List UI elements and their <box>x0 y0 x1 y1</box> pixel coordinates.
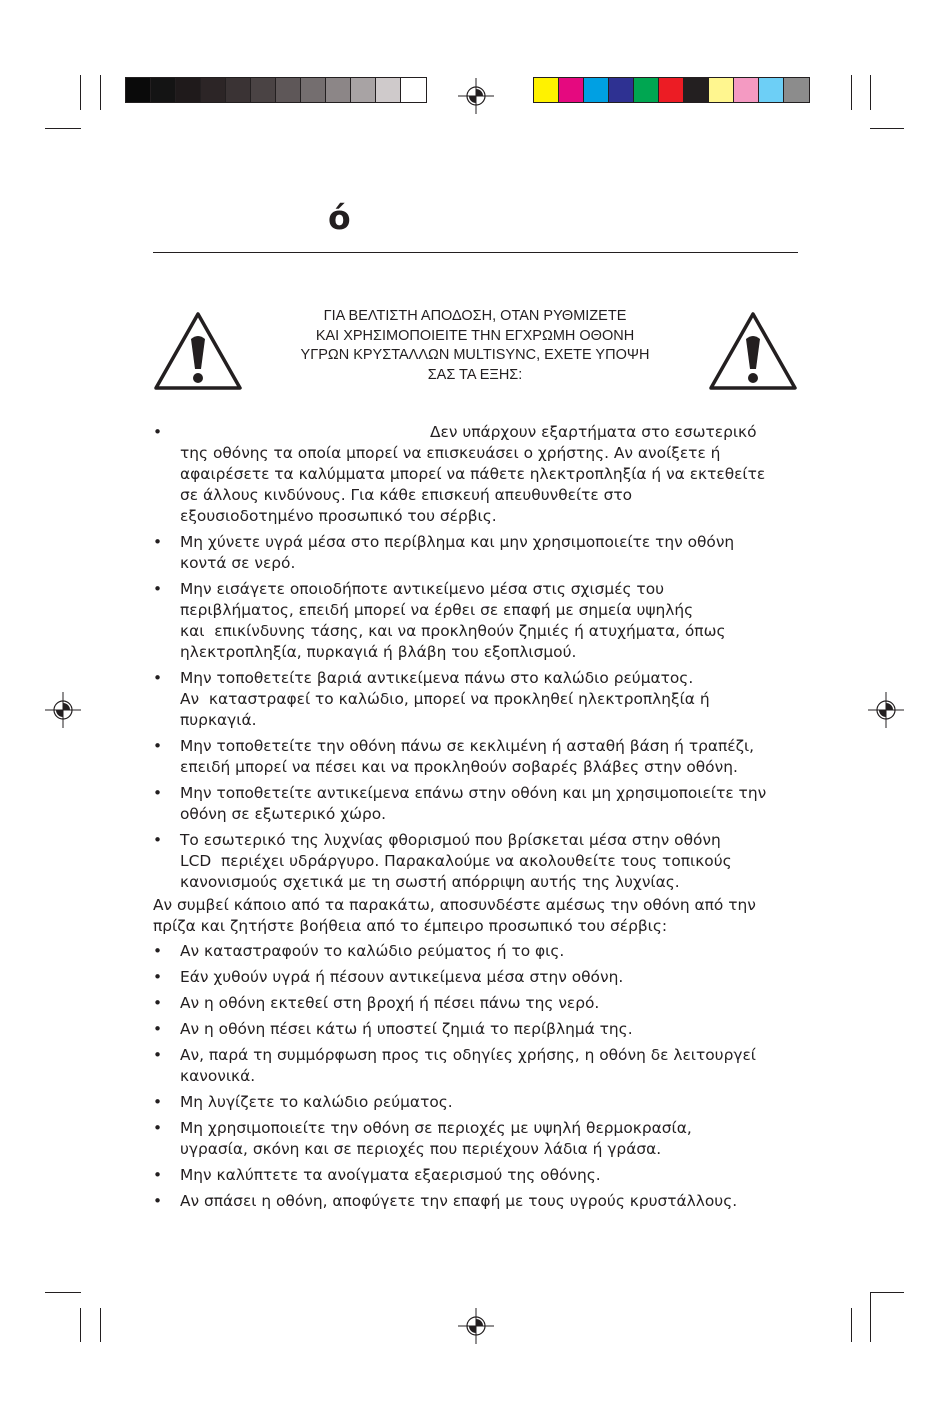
color-swatch <box>351 78 376 102</box>
list-item <box>153 422 803 527</box>
color-swatch <box>784 78 809 102</box>
bullet: • <box>153 1192 163 1210</box>
list-item-line: κανονικά. <box>180 1067 256 1085</box>
color-swatch <box>559 78 584 102</box>
bullet: • <box>153 580 163 598</box>
list-item-line: εξουσιοδοτημένο προσωπικό του σέρβις. <box>180 507 497 525</box>
list-item-line: Το εσωτερικό της λυχνίας φθορισμού που βρίσκεται μέσα στην οθόνη <box>180 831 721 849</box>
list-item-line: ηλεκτροπληξία, πυρκαγιά ή βλάβη του εξοπλισμού. <box>180 643 577 661</box>
list-item <box>153 783 803 825</box>
caution-line: ΥΓΡΩΝ ΚΡΥΣΤΑΛΛΩΝ MULTISYNC, ΕΧΕΤΕ ΥΠΟΨΗ <box>300 347 650 363</box>
color-swatch <box>709 78 734 102</box>
list-item-line: Αν καταστραφούν το καλώδιο ρεύματος ή το φις. <box>180 942 565 960</box>
list-item-line: της οθόνης τα οποία μπορεί να επισκευάσει ο χρήστης. Αν ανοίξετε ή <box>180 444 721 462</box>
list-item-line: Αν η οθόνη πέσει κάτω ή υποστεί ζημιά το περίβλημά της. <box>180 1020 633 1038</box>
list-item-line: οθόνη σε εξωτερικό χώρο. <box>180 805 387 823</box>
list-item <box>153 830 803 893</box>
list-item-line: Εάν χυθούν υγρά ή πέσουν αντικείμενα μέσα στην οθόνη. <box>180 968 624 986</box>
list-item <box>153 1191 803 1212</box>
paragraph-line: πρίζα και ζητήστε βοήθεια από το έμπειρο προσωπικό του σέρβις: <box>153 917 668 935</box>
color-swatch <box>584 78 609 102</box>
list-item-line: σε άλλους κινδύνους. Για κάθε επισκευή απευθυνθείτε στο <box>180 486 633 504</box>
color-swatch <box>276 78 301 102</box>
registration-mark-icon <box>45 692 81 728</box>
list-item-line: Μην τοποθετείτε αντικείμενα επάνω στην οθόνη και μη χρησιμοποιείτε την <box>180 784 767 802</box>
color-swatch <box>326 78 351 102</box>
list-item <box>153 736 803 778</box>
color-swatch <box>401 78 426 102</box>
list-item-line: αφαιρέσετε τα καλύμματα μπορεί να πάθετε ηλεκτροπληξία ή να εκτεθείτε <box>180 465 766 483</box>
list-item-line: πυρκαγιά. <box>180 711 257 729</box>
list-item <box>153 1045 803 1087</box>
bullet: • <box>153 669 163 687</box>
list-item <box>153 993 803 1014</box>
bullet: • <box>153 1020 163 1038</box>
list-item-line: Μην τοποθετείτε βαριά αντικείμενα πάνω στο καλώδιο ρεύματος. <box>180 669 694 687</box>
bullet: • <box>153 942 163 960</box>
bullet: • <box>153 784 163 802</box>
caution-line: ΓΙΑ ΒΕΛΤΙΣΤΗ ΑΠΟΔΟΣΗ, ΟΤΑΝ ΡΥΘΜΙΖΕΤΕ <box>323 308 627 324</box>
list-item <box>153 1118 803 1160</box>
list-item-line: Μην εισάγετε οποιοδήποτε αντικείμενο μέσα στις σχισμές του <box>180 580 665 598</box>
list-item-line: περιβλήματος, επειδή μπορεί να έρθει σε επαφή με σημεία υψηλής <box>180 601 694 619</box>
list-item-line: Μην καλύπτετε τα ανοίγματα εξαερισμού της οθόνης. <box>180 1166 601 1184</box>
registration-mark-icon <box>458 78 494 114</box>
caution-line: ΣΑΣ ΤΑ ΕΞΗΣ: <box>427 366 523 383</box>
color-swatch <box>684 78 709 102</box>
warning-triangle-icon <box>708 311 798 391</box>
list-item-line: υγρασία, σκόνη και σε περιοχές που περιέχουν λάδια ή γράσα. <box>180 1140 662 1158</box>
paragraph-line: Αν συμβεί κάποιο από τα παρακάτω, αποσυνδέστε αμέσως την οθόνη από την <box>153 896 756 914</box>
safety-list <box>153 422 803 898</box>
list-item <box>153 941 803 962</box>
caution-notice <box>262 307 688 385</box>
title-rule <box>153 252 798 253</box>
bullet: • <box>153 1093 163 1111</box>
bullet: • <box>153 737 163 755</box>
color-swatch <box>226 78 251 102</box>
bullet: • <box>153 423 163 441</box>
list-item-line: Αν η οθόνη εκτεθεί στη βροχή ή πέσει πάνω της νερό. <box>180 994 600 1012</box>
caution-line: ΚΑΙ ΧΡΗΣΙΜΟΠΟΙΕΙΤΕ ΤΗΝ ΕΓΧΡΩΜΗ ΟΘΟΝΗ <box>315 327 635 344</box>
list-item <box>153 1165 803 1186</box>
list-item-line: Αν καταστραφεί το καλώδιο, μπορεί να προκληθεί ηλεκτροπληξία ή <box>180 690 710 708</box>
color-swatch <box>201 78 226 102</box>
list-item-line: Μην τοποθετείτε την οθόνη πάνω σε κεκλιμένη ή ασταθή βάση ή τραπέζι, <box>180 737 755 755</box>
list-item-line: Δεν υπάρχουν εξαρτήματα στο εσωτερικό <box>430 423 757 441</box>
color-swatch <box>301 78 326 102</box>
list-item <box>153 1092 803 1113</box>
list-item <box>153 532 803 574</box>
color-swatch <box>251 78 276 102</box>
color-swatch <box>376 78 401 102</box>
list-item <box>153 668 803 731</box>
bullet: • <box>153 831 163 849</box>
list-item-line: κανονισμούς σχετικά με τη σωστή απόρριψη αυτής της λυχνίας. <box>180 873 680 891</box>
list-item <box>153 579 803 663</box>
color-swatch <box>659 78 684 102</box>
list-item <box>153 1019 803 1040</box>
disconnect-list <box>153 941 803 1217</box>
registration-mark-icon <box>458 1308 494 1344</box>
color-swatch <box>126 78 151 102</box>
list-item-line: Αν σπάσει η οθόνη, αποφύγετε την επαφή με τους υγρούς κρυστάλλους. <box>180 1192 738 1210</box>
color-swatch <box>609 78 634 102</box>
color-swatch <box>634 78 659 102</box>
bullet: • <box>153 1119 163 1137</box>
process-color-bar <box>533 77 810 103</box>
list-item-line: LCD περιέχει υδράργυρο. Παρακαλούμε να ακολουθείτε τους τοπικούς <box>180 852 732 870</box>
list-item <box>153 967 803 988</box>
color-swatch <box>734 78 759 102</box>
list-item-line: Αν, παρά τη συμμόρφωση προς τις οδηγίες χρήσης, η οθόνη δε λειτουργεί <box>180 1046 756 1064</box>
list-item-line: και επικίνδυνης τάσης, και να προκληθούν ζημιές ή ατυχήματα, όπως <box>180 622 726 640</box>
list-item-line: κοντά σε νερό. <box>180 554 296 572</box>
bullet: • <box>153 1166 163 1184</box>
list-item-line: Μη λυγίζετε το καλώδιο ρεύματος. <box>180 1093 453 1111</box>
color-swatch <box>176 78 201 102</box>
color-swatch <box>151 78 176 102</box>
color-swatch <box>759 78 784 102</box>
grayscale-color-bar <box>125 77 427 103</box>
list-item-line: Μη χρησιμοποιείτε την οθόνη σε περιοχές με υψηλή θερμοκρασία, <box>180 1119 692 1137</box>
registration-mark-icon <box>868 692 904 728</box>
page-title: ό <box>328 198 351 237</box>
bullet: • <box>153 968 163 986</box>
list-item-line: Μη χύνετε υγρά μέσα στο περίβλημα και μην χρησιμοποιείτε την οθόνη <box>180 533 735 551</box>
bullet: • <box>153 994 163 1012</box>
color-swatch <box>534 78 559 102</box>
bullet: • <box>153 533 163 551</box>
bullet: • <box>153 1046 163 1064</box>
warning-triangle-icon <box>153 311 243 391</box>
disconnect-intro <box>153 895 803 937</box>
list-item-line: επειδή μπορεί να πέσει και να προκληθούν σοβαρές βλάβες στην οθόνη. <box>180 758 738 776</box>
